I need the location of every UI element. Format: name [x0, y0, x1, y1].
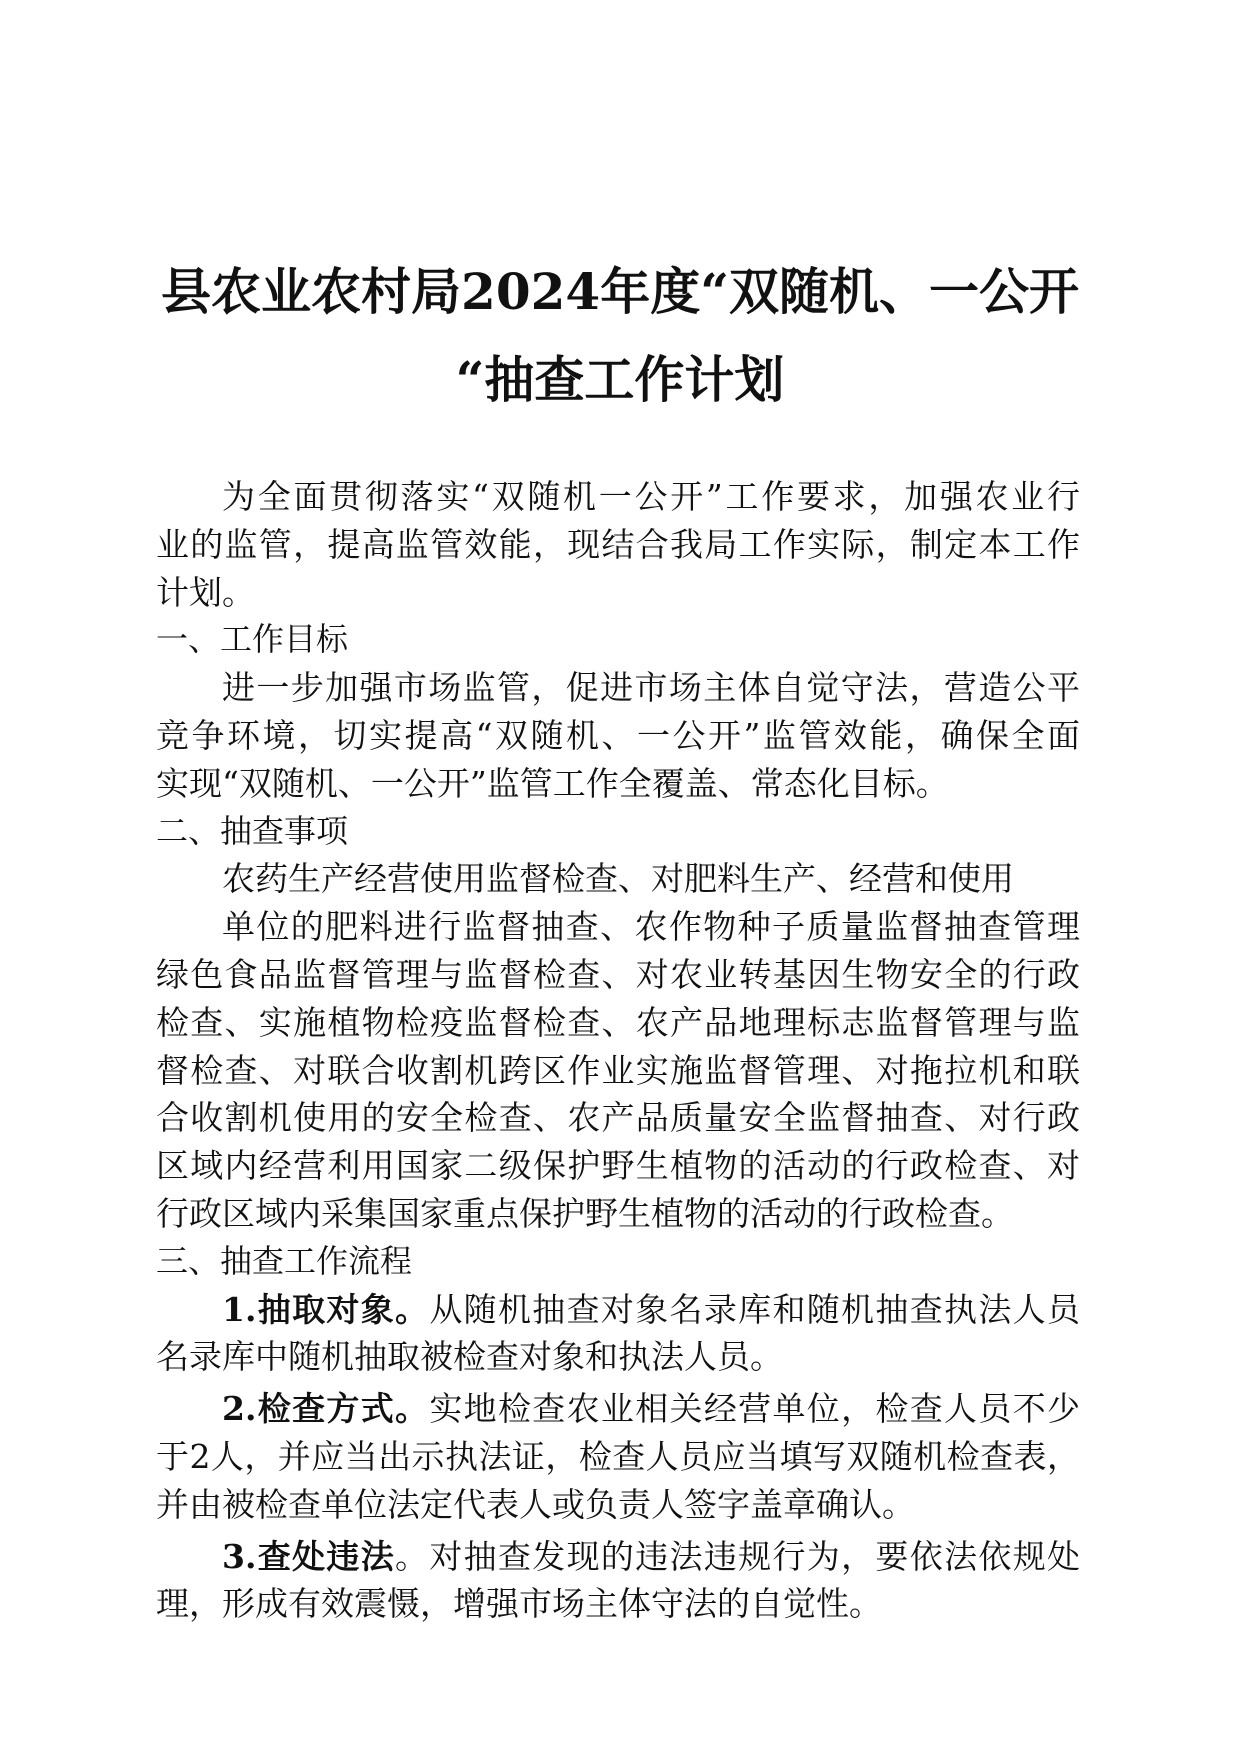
step-line: 理，形成有效震慑，增强市场主体守法的自觉性。 [156, 1584, 882, 1624]
document-body [156, 473, 1080, 1628]
document-title-line-1: 县农业农村局2024年度“双随机、一公开 [161, 262, 1079, 321]
process-step-3 [156, 1533, 1080, 1629]
goals-line: 进一步加强市场监管，促进市场主体自觉守法，营造公平 [222, 668, 1080, 708]
step-line: 于2人，并应当出示执法证，检查人员应当填写双随机检查表， [156, 1436, 1080, 1476]
step-first-line [156, 1385, 1080, 1433]
step-text: 实地检查农业相关经营单位，检查人员不少 [429, 1389, 1080, 1429]
section-heading-process: 三、抽查工作流程 [156, 1241, 413, 1280]
step-first-line [156, 1286, 1080, 1334]
goals-line: 实现“双随机、一公开”监管工作全覆盖、常态化目标。 [156, 763, 949, 803]
step-text: 。对抽查发现的违法违规行为，要依法依规处 [395, 1536, 1080, 1576]
step-first-line [156, 1533, 1080, 1581]
step-label: 2.检查方式。 [222, 1389, 430, 1429]
items-line: 检查、实施植物检疫监督检查、农产品地理标志监督管理与监 [156, 1002, 1080, 1042]
intro-line: 计划。 [156, 572, 255, 612]
items-line: 单位的肥料进行监督抽查、农作物种子质量监督抽查管理 [222, 907, 1080, 947]
items-line: 绿色食品监督管理与监督检查、对农业转基因生物安全的行政 [156, 954, 1080, 994]
items-line: 督检查、对联合收割机跨区作业实施监督管理、对拖拉机和联 [156, 1050, 1080, 1090]
step-text: 从随机抽查对象名录库和随机抽查执法人员 [429, 1289, 1080, 1329]
section-heading-goals: 一、工作目标 [156, 620, 349, 659]
section-heading-items: 二、抽查事项 [156, 811, 349, 850]
process-step-1 [156, 1286, 1080, 1382]
items-line: 行政区域内采集国家重点保护野生植物的活动的行政检查。 [156, 1193, 1014, 1233]
step-label: 1.抽取对象。 [222, 1289, 430, 1329]
items-line: 合收割机使用的安全检查、农产品质量安全监督抽查、对行政 [156, 1098, 1080, 1138]
intro-line: 业的监管，提高监管效能，现结合我局工作实际，制定本工作 [156, 524, 1080, 564]
process-step-2 [156, 1385, 1080, 1528]
intro-paragraph [156, 473, 1080, 616]
step-line: 名录库中随机抽取被检查对象和执法人员。 [156, 1337, 783, 1377]
intro-line: 为全面贯彻落实“双随机一公开”工作要求，加强农业行 [222, 477, 1080, 516]
items-line: 区域内经营利用国家二级保护野生植物的活动的行政检查、对 [156, 1146, 1080, 1186]
goals-paragraph [156, 664, 1080, 807]
step-label: 3.查处违法 [222, 1536, 396, 1576]
items-line: 农药生产经营使用监督检查、对肥料生产、经营和使用 [222, 859, 1014, 899]
document-title-line-2: “抽查工作计划 [455, 350, 785, 409]
step-line: 并由被检查单位法定代表人或负责人签字盖章确认。 [156, 1484, 915, 1524]
goals-line: 竞争环境，切实提高“双随机、一公开”监管效能，确保全面 [156, 715, 1080, 755]
items-paragraph [156, 855, 1080, 1237]
